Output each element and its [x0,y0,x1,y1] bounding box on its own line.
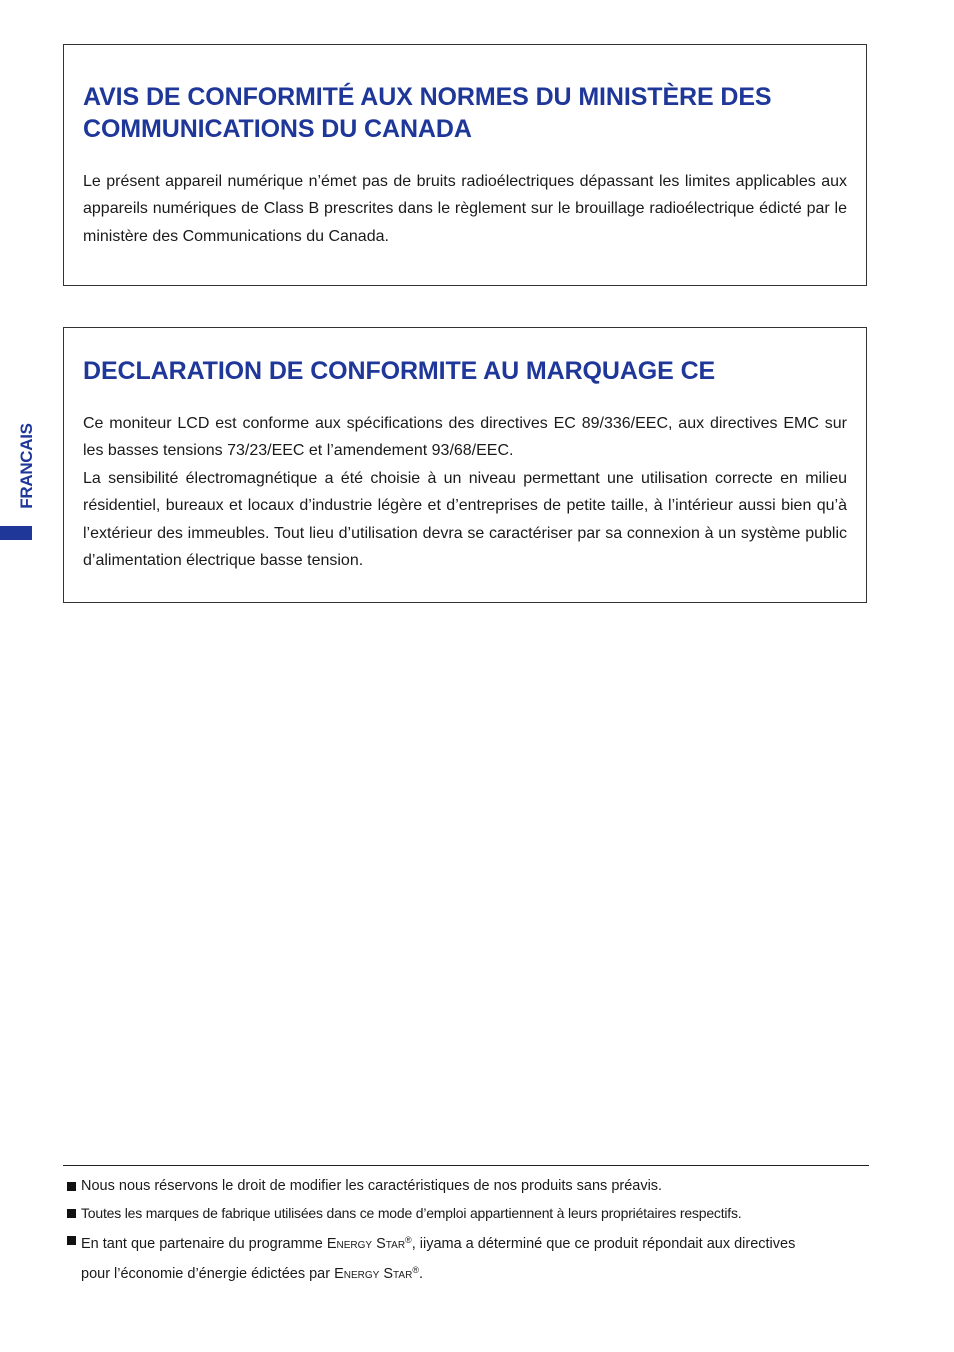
ce-declaration-section [63,327,867,603]
language-tab-marker [0,526,32,540]
footnote-text: pour l’économie d’énergie édictées par [81,1266,335,1282]
footnote-text: , iiyama a déterminé que ce produit répondait aux directives [411,1236,796,1252]
footnote-text: En tant que partenaire du programme [81,1236,327,1252]
canada-compliance-text [83,168,847,250]
footnote-text: Toutes les marques de fabrique utilisées dans ce mode d’emploi appartiennent à leurs propriétaires respectifs. [81,1205,742,1221]
square-bullet-icon [67,1209,76,1218]
ce-paragraph-sensitivity: La sensibilité électromagnétique a été choisie à un niveau permettant une utilisation correcte en milieu résidentiel, bureaux et locaux d’industrie légère et d’entreprises de petite taille, à l’intérieur aussi bien qu’à l’extérieur des immeubles. Tout lieu d’utilisation devra se caractériser par sa connexion à un système public d’alimentation électrique basse tension. [83,469,847,570]
footnote-item [65,1174,871,1199]
registered-mark: ® [405,1235,412,1245]
square-bullet-icon [67,1182,76,1191]
ce-paragraph-directives: Ce moniteur LCD est conforme aux spécifications des directives EC 89/336/EEC, aux directives EMC sur les basses tensions 73/23/EEC et l’amendement 93/68/EEC. [83,415,847,460]
footnote-text: Nous nous réservons le droit de modifier les caractéristiques de nos produits sans préavis. [81,1178,663,1194]
footnote-divider [63,1165,869,1166]
language-label: FRANCAIS [17,423,36,509]
footnote-text: . [418,1266,423,1282]
canada-compliance-section [63,44,867,286]
canada-compliance-title: AVIS DE CONFORMITÉ AUX NORMES DU MINISTÈRE DES COMMUNICATIONS DU CANADA [83,83,772,143]
energy-star-name: Energy Star [326,1236,406,1252]
footnotes [65,1174,871,1289]
ce-declaration-text [83,410,847,574]
energy-star-name: Energy Star [334,1266,413,1282]
ce-declaration-title: DECLARATION DE CONFORMITE AU MARQUAGE CE [83,357,716,385]
canada-compliance-paragraph: Le présent appareil numérique n’émet pas de bruits radioélectriques dépassant les limites applicables aux appareils numériques de Class B prescrites dans le règlement sur le brouillage radioélectrique édicté par le ministère des Communications du Canada. [83,173,847,245]
square-bullet-icon [67,1236,76,1245]
footnote-item [65,1228,871,1287]
footnote-item [65,1201,871,1226]
registered-mark: ® [412,1265,419,1275]
